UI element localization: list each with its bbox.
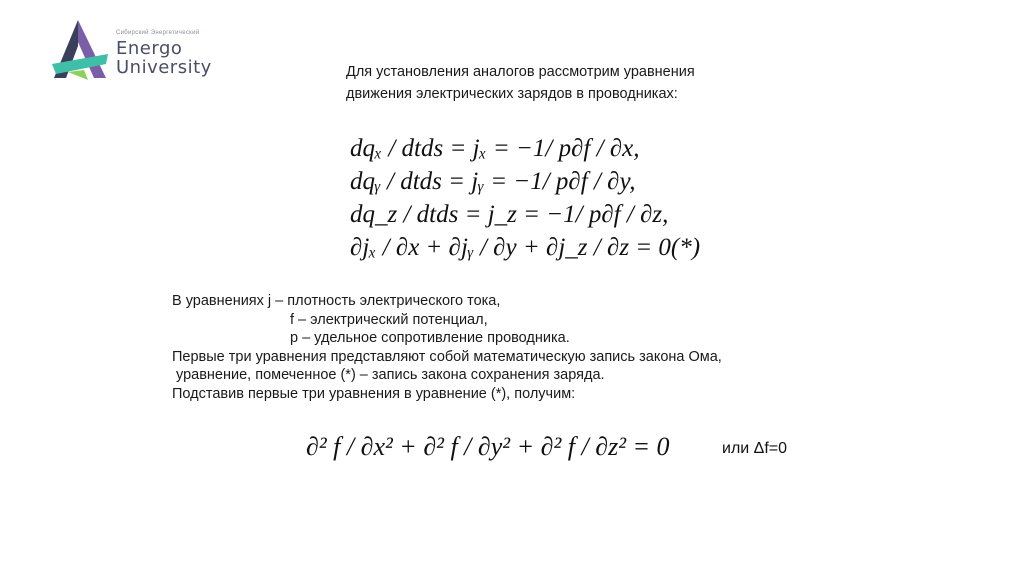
- equation-2: dqᵧ / dtds = jᵧ = −1/ p∂f / ∂y,: [350, 168, 636, 195]
- intro-line-1: Для установления аналогов рассмотрим уравнения: [346, 64, 695, 80]
- energo-university-logo: [48, 18, 228, 88]
- logo-small-text: Сибирский Энергетический: [116, 30, 200, 36]
- explanation-text: [172, 292, 722, 403]
- intro-paragraph: [346, 61, 695, 105]
- logo-triangle-icon: [48, 18, 112, 84]
- equation-1: dqₓ / dtds = jₓ = −1/ p∂f / ∂x,: [350, 135, 640, 162]
- body-line-5: уравнение, помеченное (*) – запись закона сохранения заряда.: [176, 367, 605, 383]
- body-line-4: Первые три уравнения представляют собой математическую запись закона Ома,: [172, 348, 722, 365]
- logo-line1: Energo: [116, 38, 183, 59]
- equation-3: dq_z / dtds = j_z = −1/ p∂f / ∂z,: [350, 201, 669, 228]
- body-line-1: В уравнениях j – плотность электрического тока,: [172, 293, 501, 309]
- equation-4: ∂jₓ / ∂x + ∂jᵧ / ∂y + ∂j_z / ∂z = 0(*): [350, 234, 701, 261]
- current-equations: [350, 132, 700, 264]
- laplace-equation: ∂² f / ∂x² + ∂² f / ∂y² + ∂² f / ∂z² = 0: [306, 432, 670, 461]
- laplace-short-form: или Δf=0: [722, 440, 788, 457]
- intro-line-2: движения электрических зарядов в проводниках:: [346, 86, 678, 102]
- logo-line2: University: [116, 57, 212, 78]
- body-line-6: Подставив первые три уравнения в уравнение (*), получим:: [172, 385, 576, 402]
- body-line-3: p – удельное сопротивление проводника.: [290, 330, 570, 346]
- body-line-2: f – электрический потенциал,: [290, 311, 488, 328]
- logo-name: [116, 39, 212, 77]
